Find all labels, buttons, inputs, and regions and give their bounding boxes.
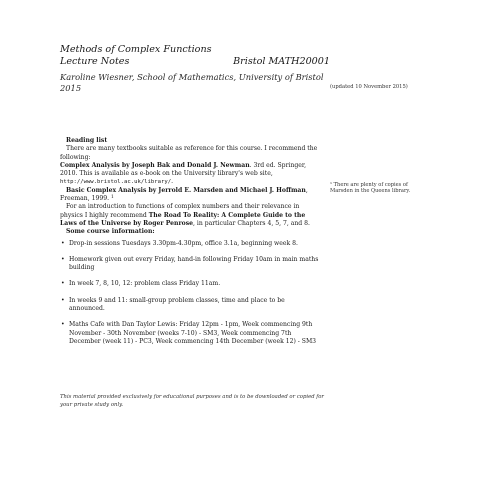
updated-date: (updated 10 November 2015) (330, 84, 408, 90)
book-details-penrose: , in particular Chapters 4, 5, 7, and 8. (193, 219, 310, 227)
physics-recommendation (60, 203, 322, 228)
main-text (60, 137, 322, 354)
year-line: 2015 (60, 83, 82, 93)
footer-disclaimer: This material provided exclusively for educational purposes and is to be downloaded or copied for your private study only. (60, 394, 324, 408)
course-info-list (60, 240, 322, 347)
book-entry-marsden-hoffman (60, 187, 322, 204)
list-item: • Maths Cafe with Dan Taylor Lewis: Friday 12pm - 1pm, Week commencing 9th November - 30th November (weeks 7-10) - SM3, Week commencing 7th December (week 11) - PC3, Week commencing 14th December (week 12) - SM3 (60, 321, 322, 346)
book-details-bak-newman: . 3rd ed. Springer, 2010. This is available as e-book on the University library's web site, (60, 161, 307, 178)
course-title: Methods of Complex Functions (60, 44, 212, 55)
course-code: Bristol MATH20001 (233, 56, 330, 67)
reading-list-intro: There are many textbooks suitable as reference for this course. I recommend the following: (60, 145, 318, 161)
book-details-marsden-hoffman: , Freeman, 1999. (60, 186, 308, 203)
book-title-marsden-hoffman: Basic Complex Analysis by Jerrold E. Marsden and Michael J. Hoffman (66, 186, 306, 194)
book-title-penrose: The Road To Reality: A Complete Guide to the Laws of the Universe by Roger Penrose (60, 211, 306, 227)
author-line: Karoline Wiesner, School of Mathematics, University of Bristol (60, 72, 324, 82)
reading-list-heading: Reading list (66, 137, 108, 144)
list-item: • Drop-in sessions Tuesdays 3.30pm-4.30pm, office 3.1a, beginning week 8. (60, 240, 322, 248)
list-item: • In weeks 9 and 11: small-group problem classes, time and place to be announced. (60, 297, 322, 314)
course-info-heading: Some course information: (66, 228, 155, 236)
physics-intro: For an introduction to functions of complex numbers and their relevance in physics I highly recommend (60, 203, 300, 219)
margin-footnote: ¹ There are plenty of copies of Marsden in the Queens library. (330, 182, 411, 195)
footnote-marker: 1 (110, 195, 114, 201)
document-header (60, 44, 330, 94)
list-item: • In week 7, 8, 10, 12: problem class Friday 11am. (60, 280, 322, 288)
book-entry-bak-newman: Complex Analysis by Joseph Bak and Donald J. Newman. 3rd ed. Springer, 2010. This is available as e-book on the University library's web site, http://www.bristol.ac.uk/library/. (60, 161, 307, 186)
list-item: • Homework given out every Friday, hand-in following Friday 10am in main maths building (60, 256, 322, 273)
notes-line (60, 56, 330, 68)
notes-label: Lecture Notes (60, 56, 130, 67)
library-url-link[interactable]: http://www.bristol.ac.uk/library/ (60, 179, 172, 186)
book-title-bak-newman: Complex Analysis by Joseph Bak and Donald J. Newman (60, 161, 250, 169)
